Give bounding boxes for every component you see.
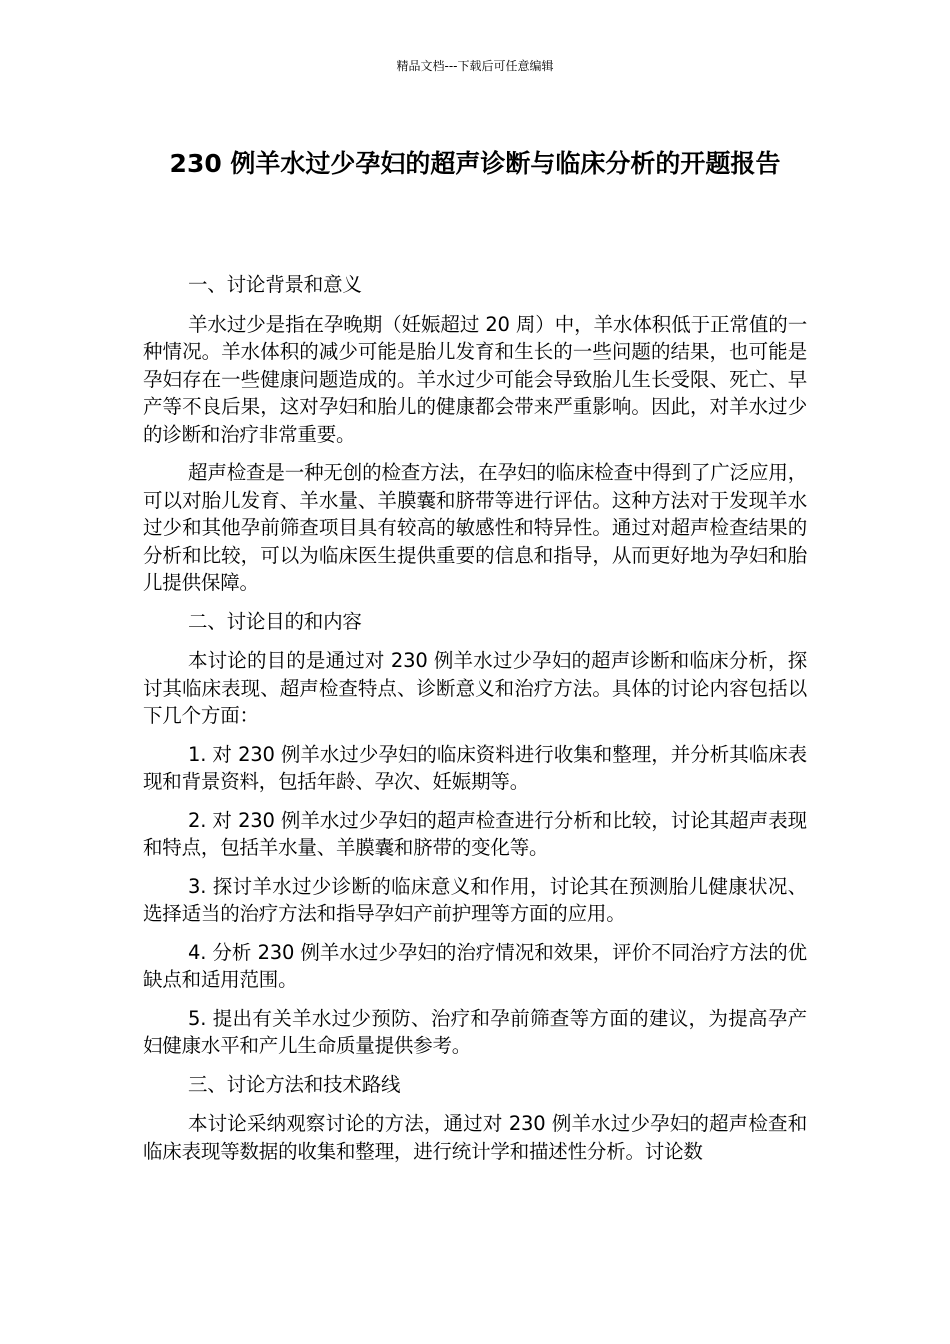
list-item-5: 5. 提出有关羊水过少预防、治疗和孕前筛查等方面的建议，为提高孕产妇健康水平和产儿生命质量提供参考。 — [143, 1006, 807, 1057]
paragraph-methods-1: 本讨论采纳观察讨论的方法，通过对 230 例羊水过少孕妇的超声检查和临床表现等数据的收集和整理，进行统计学和描述性分析。讨论数 — [143, 1112, 807, 1163]
list-item-2: 2. 对 230 例羊水过少孕妇的超声检查进行分析和比较，讨论其超声表现和特点，包括羊水量、羊膜囊和脐带的变化等。 — [143, 808, 807, 859]
list-item-3: 3. 探讨羊水过少诊断的临床意义和作用，讨论其在预测胎儿健康状况、选择适当的治疗方法和指导孕妇产前护理等方面的应用。 — [143, 874, 807, 925]
section-heading-background: 一、讨论背景和意义 — [188, 273, 362, 296]
paragraph-background-1: 羊水过少是指在孕晚期（妊娠超过 20 周）中，羊水体积低于正常值的一种情况。羊水体积的减少可能是胎儿发育和生长的一些问题的结果，也可能是孕妇存在一些健康问题造成的。羊水过少可能会导致胎儿生长受限、死亡、早产等不良后果，这对孕妇和胎儿的健康都会带来严重影响。因此，对羊水过少的诊断和治疗非常重要。 — [143, 312, 807, 446]
page-header: 精品文档---下载后可任意编辑 — [396, 59, 554, 73]
paragraph-purpose-intro: 本讨论的目的是通过对 230 例羊水过少孕妇的超声诊断和临床分析，探讨其临床表现、超声检查特点、诊断意义和治疗方法。具体的讨论内容包括以下几个方面： — [143, 649, 807, 727]
paragraph-background-2: 超声检查是一种无创的检查方法，在孕妇的临床检查中得到了广泛应用，可以对胎儿发育、羊水量、羊膜囊和脐带等进行评估。这种方法对于发现羊水过少和其他孕前筛查项目具有较高的敏感性和特异性。通过对超声检查结果的分析和比较，可以为临床医生提供重要的信息和指导，从而更好地为孕妇和胎儿提供保障。 — [143, 461, 807, 594]
section-heading-purpose: 二、讨论目的和内容 — [188, 609, 362, 633]
document-body — [143, 271, 807, 1176]
list-item-4: 4. 分析 230 例羊水过少孕妇的治疗情况和效果，评价不同治疗方法的优缺点和适用范围。 — [143, 940, 807, 991]
document-title: 230 例羊水过少孕妇的超声诊断与临床分析的开题报告 — [169, 149, 781, 178]
list-item-1: 1. 对 230 例羊水过少孕妇的临床资料进行收集和整理，并分析其临床表现和背景资料，包括年龄、孕次、妊娠期等。 — [143, 742, 807, 793]
section-heading-methods: 三、讨论方法和技术路线 — [188, 1072, 401, 1096]
